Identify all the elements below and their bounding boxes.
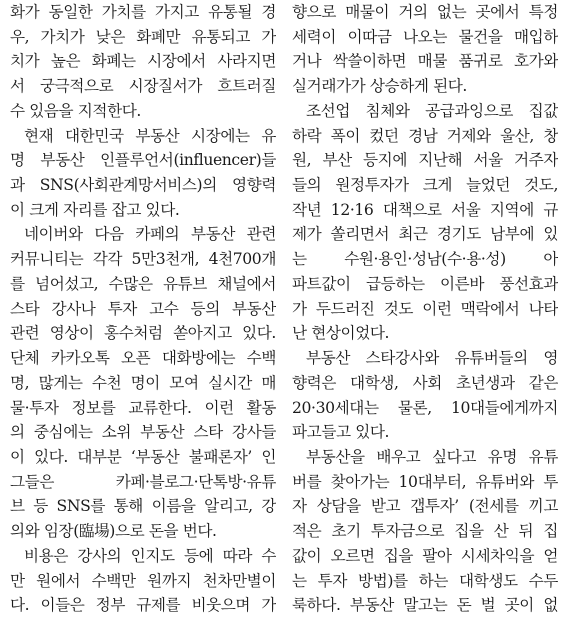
article-text-line: 스타 강사나 투자 고수 등의 부동산 — [10, 299, 276, 318]
article-text-line: 향력은 대학생, 사회 초년생과 같은 — [292, 373, 558, 392]
article-text-line: 적은 초기 투자금으로 집을 산 뒤 집 — [292, 522, 558, 541]
article-text-line: 네이버와 다음 카페의 부동산 관련 — [24, 225, 276, 244]
article-text-line: 이 있다. 대부분 ‘부동산 불패론자’ 인 — [10, 447, 276, 466]
article-text-line: 그들은 카페·블로그·단톡방·유튜 — [10, 472, 276, 491]
article-text-line: 값이 오르면 집을 팔아 시세차익을 얻 — [292, 546, 558, 565]
article-text-line: 커뮤니티는 각각 5만3천개, 4천700개 — [10, 250, 276, 269]
article-text-line: 의와 임장(臨場)으로 돈을 번다. — [10, 522, 217, 541]
article-text-line: 조선업 침체와 공급과잉으로 집값 — [306, 101, 558, 120]
article-text-line: 과 SNS(사회관계망서비스)의 영향력 — [10, 176, 276, 195]
article-text-line: 룩하다. 부동산 말고는 돈 벌 곳이 없 — [292, 596, 558, 615]
article-text-line: 단체 카카오톡 오픈 대화방에는 수백 — [10, 349, 276, 368]
article-text-line: 향으로 매물이 거의 없는 곳에서 특정 — [292, 3, 558, 21]
article-text-line: 의 중심에는 소위 부동산 스타 강사들 — [10, 423, 276, 442]
article-text-line: 파고들고 있다. — [292, 423, 390, 442]
article-text-line: 우, 가치가 낮은 화폐만 유통되고 가 — [10, 27, 276, 46]
article-column-left — [10, 0, 276, 618]
article-text-line: 작년 12·16 대책으로 서울 지역에 규 — [292, 200, 558, 219]
article-text-line: 만 원에서 수백만 원까지 천차만별이 — [10, 571, 276, 590]
article-text-line: 실거래가가 상승하게 된다. — [292, 77, 467, 96]
article-text-line: 부동산 스타강사와 유튜버들의 영 — [306, 349, 558, 368]
article-text-line: 세력이 이따금 나오는 물건을 매입하 — [292, 27, 558, 46]
article-text-line: 파트값이 급등하는 이른바 풍선효과 — [292, 274, 558, 293]
article-text-line: 는 투자 방법)를 하는 대학생도 수두 — [292, 571, 558, 590]
article-text-line: 화가 동일한 가치를 가지고 유통될 경 — [10, 3, 276, 21]
article-text-line: 이 크게 자리를 잡고 있다. — [10, 200, 180, 219]
article-text-line: 브 등 SNS를 통해 이름을 알리고, 강 — [10, 497, 276, 516]
article-text-line: 하락 폭이 컸던 경남 거제와 울산, 창 — [292, 126, 558, 145]
article-text-line: 관련 영상이 홍수처럼 쏟아지고 있다. — [10, 324, 276, 343]
article-text-line: 는 수원·용인·성남(수·용·성) 아 — [292, 250, 558, 269]
article-text-line: 다. 이들은 정부 규제를 비웃으며 가 — [10, 596, 276, 615]
article-text-line: 20·30세대는 물론, 10대들에게까지 — [292, 398, 558, 417]
article-text-line: 비용은 강사의 인지도 등에 따라 수 — [24, 546, 276, 565]
article-text-line: 서 궁극적으로 시장질서가 흐트러질 — [10, 77, 276, 96]
article-text-line: 가 두드러진 것도 이런 맥락에서 나타 — [292, 299, 558, 318]
article-text-line: 를 넘어섰고, 수많은 유튜브 채널에서 — [10, 274, 276, 293]
article-text-line: 현재 대한민국 부동산 시장에는 유 — [24, 126, 276, 145]
article-text-line: 원, 부산 등지에 지난해 서울 거주자 — [292, 151, 558, 170]
article-text-line: 수 있음을 지적한다. — [10, 101, 141, 120]
article-text-line: 제가 쏠리면서 최근 경기도 남부에 있 — [292, 225, 558, 244]
article-text-line: 들의 원정투자가 크게 늘었던 것도, — [292, 176, 558, 195]
article-text-line: 물·투자 정보를 교류한다. 이런 활동 — [10, 398, 276, 417]
article-column-right — [292, 0, 558, 618]
article-text-line: 부동산을 배우고 싶다고 유명 유튜 — [306, 447, 558, 466]
article-text-line: 난 현상이었다. — [292, 324, 390, 343]
article-text-line: 버를 찾아가는 10대부터, 유튜버와 투 — [292, 472, 558, 491]
article-text-line: 거나 싹쓸이하면 매물 품귀로 호가와 — [292, 52, 558, 71]
article-text-line: 명, 많게는 수천 명이 모여 실시간 매 — [10, 373, 276, 392]
article-text-line: 치가 높은 화폐는 시장에서 사라지면 — [10, 52, 276, 71]
article-text-line: 명 부동산 인플루언서(influencer)들 — [10, 151, 276, 170]
article-text-line: 자 상담을 받고 갭투자’ (전세를 끼고 — [292, 497, 558, 516]
